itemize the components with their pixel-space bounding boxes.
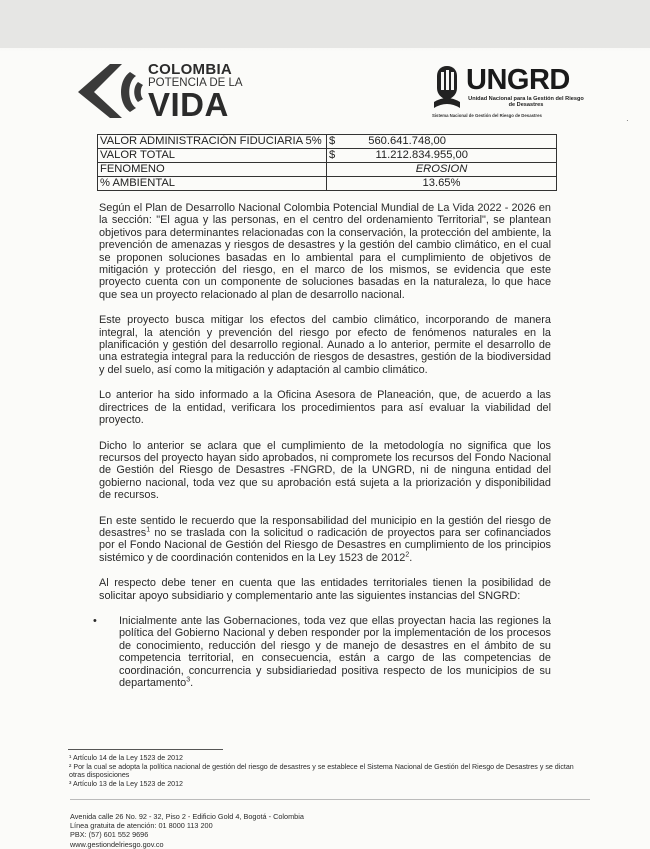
footnote-2: ² Por la cual se adopta la política nacional de gestión del riesgo de desastres y se establece el Sistema Nacional de Gestión del Riesgo de Desastres y se dictan otras disposiciones <box>69 762 574 780</box>
text-span: . <box>409 551 413 564</box>
ungrd-emblem-icon <box>432 64 462 110</box>
instancias-list <box>93 614 551 689</box>
footnote-ref: 1 <box>146 526 151 534</box>
footnote-ref: 2 <box>405 551 410 559</box>
financial-summary-table <box>97 134 557 191</box>
paragraph-responsabilidad <box>99 515 551 565</box>
amount: 560.641.748,00 <box>368 135 446 147</box>
footnote-ref: 3 <box>186 676 191 684</box>
paragraph-plan-desarrollo: Según el Plan de Desarrollo Nacional Colombia Potencial Mundial de La Vida 2022 - 2026 en la sección: "El agua y las personas, en el centro del ordenamiento Territorial", se plantean objetivos para determinantes relacionadas con la conservación, la protección del ambiente, la prevención de amenazas y riesgos de desastres y la gestión del cambio climático, en el cual se proponen soluciones basadas en lo ambiental para el cumplimiento de objetivos de mitigación y protección del riesgo, en el marco de los mismos, se evidencia que este proyecto cuenta con un componente de soluciones basadas en la naturaleza, lo que hace que sea un proyecto relacionado al plan de desarrollo nacional. <box>99 202 551 301</box>
currency-symbol: $ <box>329 135 336 147</box>
colombia-logo-text <box>148 62 243 121</box>
table-row <box>98 163 557 177</box>
footnotes <box>69 754 589 789</box>
text-span: no se traslada con la solicitud o radicación de proyectos para ser cofinanciados por el Fondo Nacional de Gestión del Riesgo de Desastres en cumplimiento de los principios sistémico y de coordinación contenidos en la Ley 1523 de 2012 <box>99 526 551 564</box>
logo-line-1: COLOMBIA <box>148 61 233 78</box>
table-cell-label: VALOR ADMINISTRACIÓN FIDUCIARIA 5% <box>98 135 327 149</box>
page-footer <box>70 812 304 849</box>
table-cell-value <box>327 135 557 149</box>
footer-address: Avenida calle 26 No. 92 - 32, Piso 2 - Edificio Gold 4, Bogotá - Colombia <box>70 812 304 821</box>
scan-top-strip <box>0 0 650 48</box>
amount: 11.212.834.955,00 <box>375 149 468 161</box>
logo-line-2: POTENCIA DE LA <box>148 77 243 89</box>
table-cell-value: EROSION <box>327 163 557 177</box>
table-cell-value <box>327 149 557 163</box>
table-cell-label: % AMBIENTAL <box>98 177 327 191</box>
text-span: En este sentido le recuerdo que la responsabilidad del municipio en la gestión del riesgo de desastres <box>99 514 551 539</box>
footer-divider <box>70 799 590 800</box>
bullet-icon: • <box>93 614 97 627</box>
table-row <box>98 149 557 163</box>
paragraph-cambio-climatico: Este proyecto busca mitigar los efectos del cambio climático, incorporando de manera integral, la atención y prevención del riesgo por efecto de fenómenos naturales en la planificación y gestión del desarrollo regional. Aunado a lo anterior, permite el desarrollo de una estrategia integral para la reducción de riesgos de desastres, gestión de la biodiversidad y del suelo, así como la mitigación y adaptación al cambio climático. <box>99 314 551 376</box>
logo-line-3: VIDA <box>148 85 229 123</box>
paragraph-aclaracion: Dicho lo anterior se aclara que el cumplimiento de la metodología no significa que los recursos del proyecto hayan sido aprobados, ni compromete los recursos del Fondo Nacional de Gestión del Riesgo de Desastres -FNGRD, de la UNGRD, ni de ninguna entidad del gobierno nacional, toda vez que su aprobación está sujeta a la priorización y disponibilidad de recursos. <box>99 439 551 502</box>
table-cell-label: VALOR TOTAL <box>98 149 327 163</box>
footer-toll-free: Línea gratuita de atención: 01 8000 113 200 <box>70 821 213 831</box>
text-span: . <box>190 677 194 689</box>
table-row <box>98 135 557 149</box>
currency-symbol: $ <box>329 149 336 161</box>
list-item <box>93 614 551 689</box>
ungrd-subtitle: Unidad Nacional para la Gestión del Riesgo de Desastres <box>468 96 584 109</box>
footer-pbx: PBX: (57) 601 552 9696 <box>70 830 149 840</box>
ungrd-system-name: Sistema Nacional de Gestión del Riesgo de Desastres <box>432 113 542 118</box>
paragraph-oficina-planeacion: Lo anterior ha sido informado a la Oficina Asesora de Planeación, que, de acuerdo a las directrices de la entidad, verificara los procedimientos para así evaluar la viabilidad del proyecto. <box>99 389 551 427</box>
paragraph-apoyo-subsidiario: Al respecto debe tener en cuenta que las entidades territoriales tienen la posibilidad de solicitar apoyo subsidiario y complementario ante las siguientes instancias del SNGRD: <box>99 577 551 602</box>
footer-website-link[interactable]: www.gestiondelriesgo.gov.co <box>70 839 164 849</box>
table-row <box>98 177 557 191</box>
footnote-3: ³ Artículo 13 de la Ley 1523 de 2012 <box>69 780 183 789</box>
ungrd-wordmark: UNGRD <box>466 64 570 96</box>
footnote-1: ¹ Artículo 14 de la Ley 1523 de 2012 <box>69 754 183 762</box>
letter-body <box>93 202 551 689</box>
footnote-divider <box>68 749 223 750</box>
text-span: Inicialmente ante las Gobernaciones, toda vez que ellas proyectan hacia las regiones la política del Gobierno Nacional y deben responder por la implementación de los procesos de conocimiento, reducción del riesgo y de manejo de desastres en el ámbito de su competencia territorial, en consecuencia, están a cargo de las competencias de coordinación, concurrencia y subsidiariedad positiva respecto de los municipios de su departamento <box>119 614 551 689</box>
table-cell-label: FENOMENO <box>98 163 327 177</box>
table-cell-value: 13.65% <box>327 177 557 191</box>
scan-mark: · <box>626 116 629 125</box>
